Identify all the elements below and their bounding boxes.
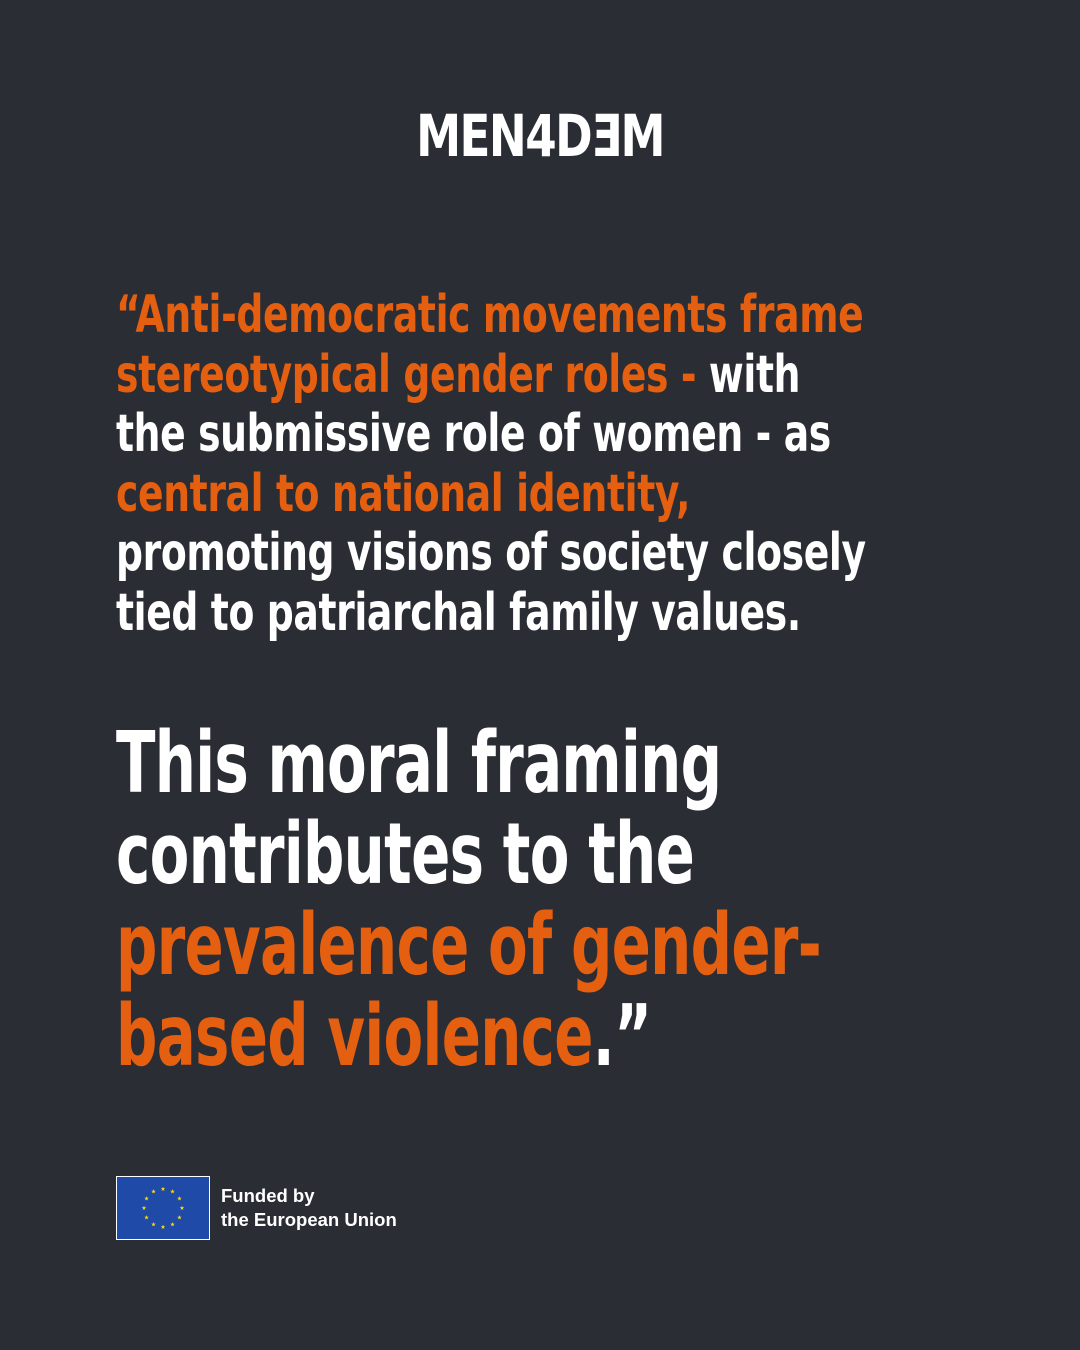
eu-star-icon xyxy=(177,1215,182,1219)
funding-line-2: the European Union xyxy=(221,1209,397,1230)
eu-star-icon xyxy=(161,1187,166,1191)
conclusion-segment: prevalence of gender- xyxy=(116,896,822,995)
quote-segment: with xyxy=(708,344,801,405)
conclusion-line xyxy=(116,987,932,1086)
quote-line xyxy=(116,405,986,465)
quote-segment: “Anti-democratic movements frame xyxy=(116,285,864,345)
quote-segment: central to national identity, xyxy=(116,463,691,524)
eu-star-icon xyxy=(151,1189,156,1193)
eu-funding-notice xyxy=(116,1176,397,1240)
quote-paragraph xyxy=(116,286,986,643)
conclusion-segment: contributes to the xyxy=(116,805,695,904)
conclusion-line xyxy=(116,896,932,995)
eu-star-icon xyxy=(161,1225,166,1229)
conclusion-headline xyxy=(116,714,932,1086)
quote-segment: the submissive role of women - as xyxy=(116,404,831,464)
eu-star-icon xyxy=(180,1206,185,1210)
conclusion-line xyxy=(116,714,932,813)
funding-line-1: Funded by xyxy=(221,1185,315,1206)
conclusion-segment: .” xyxy=(592,987,652,1086)
quote-segment: promoting visions of society closely xyxy=(116,523,866,583)
quote-line xyxy=(116,584,986,644)
conclusion-segment: based violence xyxy=(116,987,593,1086)
eu-star-icon xyxy=(151,1222,156,1226)
eu-star-icon xyxy=(142,1206,147,1210)
men4dem-logo: MEN4DƎM xyxy=(416,102,664,170)
quote-line xyxy=(116,286,986,346)
quote-segment: tied to patriarchal family values. xyxy=(116,582,801,643)
conclusion-line xyxy=(116,805,932,904)
eu-star-icon xyxy=(144,1215,149,1219)
eu-flag-icon xyxy=(116,1176,210,1240)
quote-line xyxy=(116,524,986,584)
quote-line xyxy=(116,465,986,525)
quote-segment: stereotypical gender roles - xyxy=(116,344,709,405)
eu-stars xyxy=(117,1177,209,1239)
conclusion-segment: This moral framing xyxy=(116,714,722,813)
eu-star-icon xyxy=(170,1222,175,1226)
quote-line xyxy=(116,346,986,406)
eu-star-icon xyxy=(144,1196,149,1200)
eu-star-icon xyxy=(177,1196,182,1200)
eu-star-icon xyxy=(170,1189,175,1193)
funding-text xyxy=(221,1184,397,1232)
